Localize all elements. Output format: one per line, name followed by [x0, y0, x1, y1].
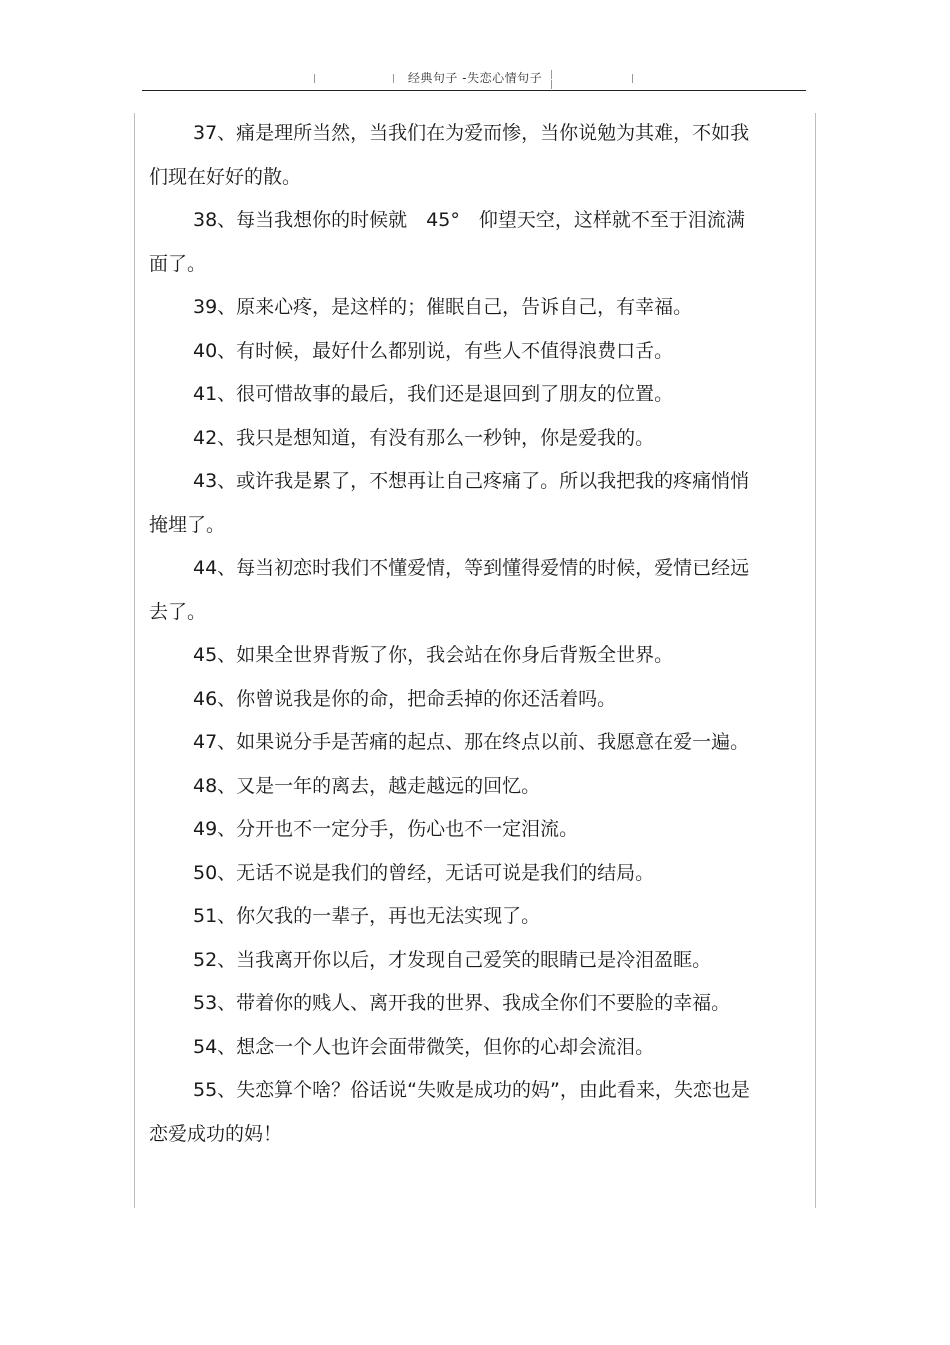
sentence-item: 38、每当我想你的时候就 45° 仰望天空，这样就不至于泪流满面了。 — [149, 209, 745, 275]
header-rule — [142, 90, 806, 91]
sentence-item: 43、或许我是累了，不想再让自己疼痛了。所以我把我的疼痛悄悄掩埋了。 — [149, 470, 750, 536]
sentence-item: 42、我只是想知道，有没有那么一秒钟，你是爱我的。 — [193, 426, 655, 449]
sentence-item: 54、想念一个人也许会面带微笑，但你的心却会流泪。 — [193, 1035, 655, 1058]
sentence-item: 55、失恋算个啥？俗话说“失败是成功的妈”，由此看来，失恋也是恋爱成功的妈！ — [149, 1079, 750, 1145]
sentence-item: 40、有时候，最好什么都别说，有些人不值得浪费口舌。 — [193, 339, 674, 362]
sentence-item: 48、又是一年的离去，越走越远的回忆。 — [193, 774, 541, 797]
right-margin-line — [815, 113, 816, 1208]
sentence-item: 45、如果全世界背叛了你，我会站在你身后背叛全世界。 — [193, 644, 674, 666]
sentence-list — [149, 112, 763, 1156]
sentence-item: 47、如果说分手是苦痛的起点、那在终点以前、我愿意在爱一遍。 — [193, 731, 750, 753]
header-tick-center-right-2 — [551, 80, 552, 89]
sentence-item: 37、痛是理所当然，当我们在为爱而惨，当你说勉为其难，不如我们现在好好的散。 — [149, 122, 750, 188]
sentence-item: 53、带着你的贱人、离开我的世界、我成全你们不要脸的幸福。 — [193, 992, 731, 1014]
sentence-item: 50、无话不说是我们的曾经，无话可说是我们的结局。 — [193, 861, 655, 884]
header-title: 经典句子 -失恋心情句子 — [407, 71, 543, 85]
header-tick-right — [632, 74, 633, 83]
header-tick-center-left — [393, 74, 394, 83]
sentence-item: 41、很可惜故事的最后，我们还是退回到了朋友的位置。 — [193, 383, 674, 405]
sentence-item: 51、你欠我的一辈子，再也无法实现了。 — [193, 905, 541, 927]
sentence-item: 52、当我离开你以后，才发现自己爱笑的眼睛已是冷泪盈眶。 — [193, 948, 712, 971]
header-tick-center-right — [551, 70, 552, 79]
sentence-item: 39、原来心疼，是这样的；催眠自己，告诉自己，有幸福。 — [193, 296, 693, 318]
left-margin-line — [134, 113, 135, 1208]
sentence-item: 49、分开也不一定分手，伤心也不一定泪流。 — [193, 818, 579, 840]
sentence-item: 46、你曾说我是你的命，把命丢掉的你还活着吗。 — [193, 687, 617, 710]
sentence-item: 44、每当初恋时我们不懂爱情，等到懂得爱情的时候，爱情已经远去了。 — [149, 557, 750, 623]
header-tick-left — [314, 74, 315, 83]
